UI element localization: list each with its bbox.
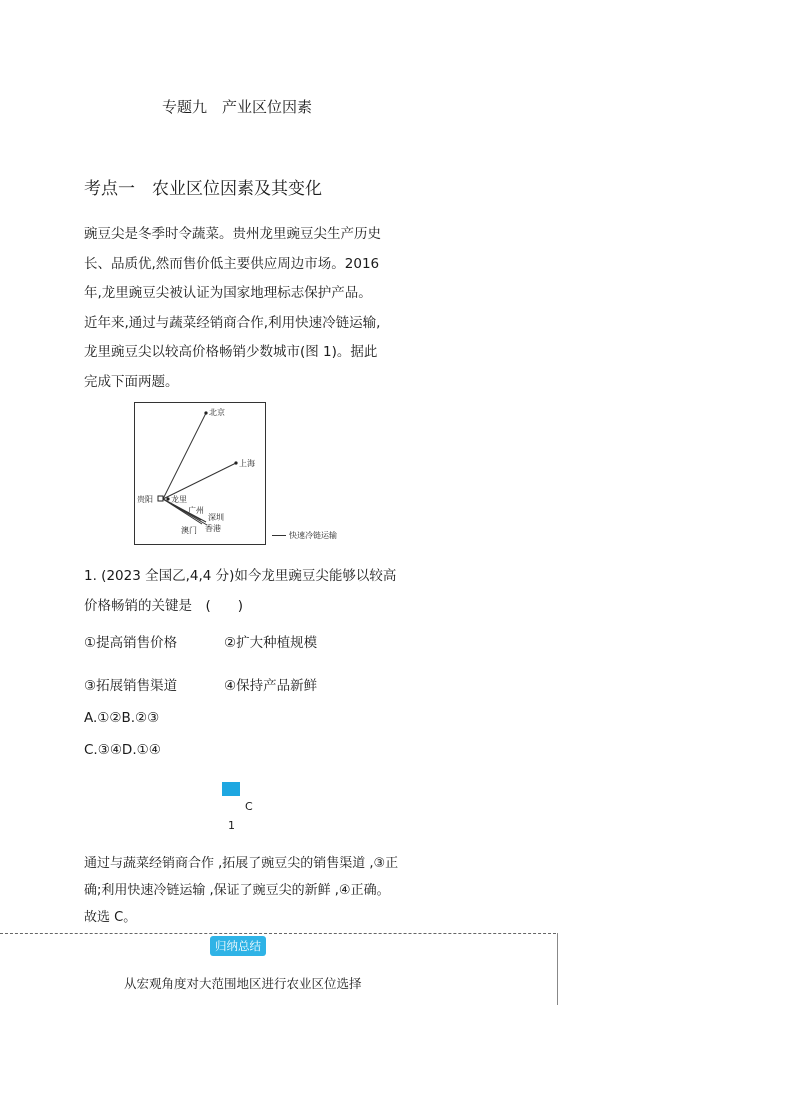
topic-title: 专题九 产业区位因素: [162, 98, 313, 116]
figure-legend: [272, 530, 337, 541]
intro-line: 龙里豌豆尖以较高价格畅销少数城市(图 1)。据此: [84, 344, 378, 360]
guiyang-marker: [158, 496, 163, 501]
label-shanghai: 上海: [239, 459, 255, 468]
route-map: [135, 403, 265, 544]
choices-ab: A.①②B.②③: [84, 710, 160, 726]
answer-letter: C: [245, 800, 253, 813]
option-3: ③拓展销售渠道: [84, 678, 178, 694]
beijing-dot: [204, 411, 207, 414]
choices-cd: C.③④D.①④: [84, 742, 161, 758]
intro-paragraph: [84, 220, 404, 397]
label-shenzhen: 深圳: [208, 513, 224, 522]
label-macau: 澳门: [181, 526, 197, 535]
answer-number: 1: [228, 819, 235, 832]
intro-line: 豌豆尖是冬季时令蔬菜。贵州龙里豌豆尖生产历史: [84, 226, 381, 242]
label-beijing: 北京: [209, 408, 225, 417]
label-guiyang: 贵阳: [137, 495, 153, 504]
option-2: ②扩大种植规模: [224, 635, 318, 651]
summary-border: [557, 933, 558, 1005]
option-4: ④保持产品新鲜: [224, 678, 318, 694]
intro-line: 长、品质优,然而售价低主要供应周边市场。2016: [84, 255, 380, 272]
shanghai-dot: [234, 461, 237, 464]
summary-tag: 归纳总结: [210, 936, 266, 956]
label-longli: 龙里: [171, 495, 187, 504]
summary-divider: [0, 933, 556, 934]
label-hongkong: 香港: [205, 524, 221, 533]
intro-line: 年,龙里豌豆尖被认证为国家地理标志保护产品。: [84, 285, 372, 301]
answer-explanation: 通过与蔬菜经销商合作 ,拓展了豌豆尖的销售渠道 ,③正确;利用快速冷链运输 ,保证了豌豆尖的新鲜 ,④正确。故选 C。: [84, 856, 399, 925]
question-line-2: 价格畅销的关键是 ( ): [84, 597, 244, 614]
intro-line: 近年来,通过与蔬菜经销商合作,利用快速冷链运输,: [84, 314, 381, 331]
section-title: 考点一 农业区位因素及其变化: [84, 179, 322, 199]
route-map-figure: [134, 402, 266, 545]
intro-line: 完成下面两题。: [84, 373, 179, 390]
longli-dot: [166, 497, 169, 500]
option-1: ①提高销售价格: [84, 635, 178, 651]
question-stem: [84, 562, 404, 621]
route-beijing: [163, 413, 206, 499]
route-shanghai: [163, 463, 236, 499]
legend-label: 快速冷链运输: [289, 531, 337, 540]
answer-badge: [222, 782, 240, 796]
summary-text: 从宏观角度对大范围地区进行农业区位选择: [124, 976, 362, 991]
question-line-1: 1. (2023 全国乙,4,4 分)如今龙里豌豆尖能够以较高: [84, 568, 397, 584]
label-guangzhou: 广州: [188, 506, 204, 515]
legend-line-swatch: [272, 535, 286, 536]
